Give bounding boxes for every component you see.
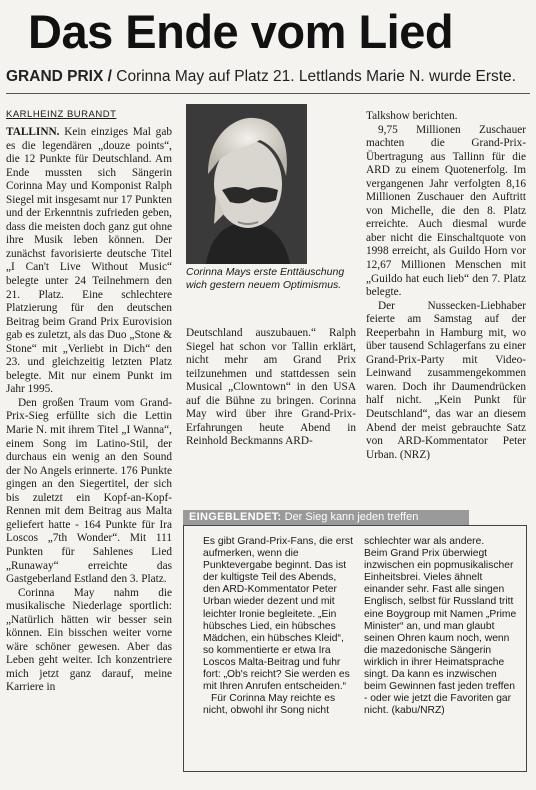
paragraph: Talkshow berichten. bbox=[366, 110, 458, 122]
portrait-photo bbox=[186, 104, 307, 264]
photo-caption: Corinna Mays erste Enttäuschung wich gestern neuem Optimismus. bbox=[186, 266, 345, 291]
box-paragraph: Für Corinna May reichte es nicht, obwohl ihr Song nicht bbox=[203, 693, 336, 717]
headline: Das Ende vom Lied bbox=[28, 5, 454, 58]
portrait-illustration bbox=[186, 104, 307, 264]
paragraph: TALLINN. Kein einziges Mal gab es die legendären „douze points“, die 12 Punkte für Deutschland. Am Ende mussten sich Sängerin Corinna May und Komponist Ralph Siegel mit insgesamt nur 17 Punkten und der Erkenntnis zufrieden geben, dass die meisten doch ganz gut ohne ihre Musik leben können. Der zunächst favorisierte deutsche Titel „I Can't Live Without Music“ belegte unter 24 Teilnehmern den 21. Platz. Eine schlechtere Platzierung für den deutschen Beitrag beim Grand Prix Eurovision gab es zuletzt, als das Duo „Stone & Stone“ mit „Verliebt in Dich“ den 23. und gleichzeitig letzten Platz belegte. Mit nur einem Punkt im Jahr 1995. bbox=[6, 126, 172, 396]
box-column-1 bbox=[203, 536, 355, 717]
subheadline bbox=[6, 67, 530, 87]
box-header bbox=[183, 510, 469, 525]
article-column-2 bbox=[186, 327, 356, 449]
box-paragraph: Es gibt Grand-Prix-Fans, die erst aufmerken, wenn die Punktevergabe beginnt. Das ist der kultigste Teil des Abends, den ARD-Kommentator Peter Urban wieder dezent und mit leichter Ironie begleitete. „Ein hübsches Lied, ein hübsches Mädchen, ein hübsches Kleid“, so kommentierte er etwa Ira Loscos Malta-Beitrag und fuhr fort: „Ob's reicht? Sie werden es mit Ihren Anrufen entscheiden.“ bbox=[203, 536, 353, 693]
subheadline-kicker: GRAND PRIX / bbox=[6, 68, 112, 85]
author-byline: KARLHEINZ BURANDT bbox=[6, 109, 117, 120]
box-paragraph: schlechter war als andere. bbox=[364, 536, 485, 547]
article-column-1 bbox=[6, 126, 172, 695]
subheadline-text: Corinna May auf Platz 21. Lettlands Marie N. wurde Erste. bbox=[111, 68, 516, 85]
paragraph: Corinna May nahm die musikalische Niederlage sportlich: „Natürlich hätten wir besser sein können. Ein bisschen weiter vorne wäre schöner gewesen. Aber das Leben geht weiter. Ich konzentriere mich jetzt ganz darauf, meine Karriere in bbox=[6, 586, 172, 694]
paragraph: Den großen Traum vom Grand-Prix-Sieg erfüllte sich die Lettin Marie N. mit ihrem Titel „I Wanna“, einem Song im Latino-Stil, der durchaus ein wenig an den Sound der No Angels erinnerte. 176 Punkte gingen an den Siegertitel, der sich bis zuletzt ein Kopf-an-Kopf-Rennen mit dem Beitrag aus Malta geliefert hatte - 164 Punkte für Ira Loscos „7th Wonder“. Mit 111 Punkten für Sahlenes Lied „Runaway“ erreichte das Gastgeberland Estland den 3. Platz. bbox=[6, 396, 172, 586]
box-kicker: EINGEBLENDET: bbox=[189, 511, 282, 523]
paragraph: Deutschland auszubauen.“ Ralph Siegel hat schon vor Tallin erklärt, nicht mehr am Grand Prix teilzunehmen und stattdessen sein Musical „Clowntown“ in den USA auf die Bühne zu bringen. Corinna May wird über ihre Grand-Prix-Erfahrungen heute Abend in Reinhold Beckmanns ARD- bbox=[186, 327, 356, 448]
header-rule bbox=[6, 93, 530, 94]
paragraph: Der Nussecken-Liebhaber feierte am Samstag auf der Reeperbahn in Hamburg mit, wo über tausend Schlagerfans zu einer Grand-Prix-Party mit Video-Leinwand zusammengekommen waren. Doch ihr Daumendrücken half nicht. „Kein Punkt für Deutschland“, das war an diesem Abend der meist gebrauchte Satz von ARD-Kommentator Peter Urban. (NRZ) bbox=[366, 299, 526, 461]
box-paragraph: Beim Grand Prix überwiegt inzwischen ein popmusikalischer Einheitsbrei. Vieles ähnelt einander sehr. Fast alle singen Englisch, selbst für Russland tritt eine Boygroup mit Namen „Prime Minister“ an, und man glaubt seinen Ohren kaum noch, wenn die mazedonische Sängerin wirklich in ihrer Heimatsprache singt. Da kann es inzwischen beim Gewinnen fast jeden treffen - oder wie jetzt die Favoriten gar nicht. (kabu/NRZ) bbox=[364, 548, 517, 717]
article-column-3 bbox=[366, 110, 526, 462]
box-title: Der Sieg kann jeden treffen bbox=[281, 511, 419, 523]
box-column-2 bbox=[364, 536, 518, 717]
paragraph: 9,75 Millionen Zuschauer machten die Grand-Prix-Übertragung aus Tallinn für die ARD zu einem Quotenerfolg. Im vergangenen Jahr verfolgten 8,16 Millionen Zuschauer den Auftritt von Michelle, die den 8. Platz erreichte. Auch diesmal wurde aber nicht die Einschaltquote von 1998 erreicht, als Guildo Horn vor 12,67 Millionen Menschen mit „Guildo hat euch lieb“ den 7. Platz belegte. bbox=[366, 123, 526, 299]
